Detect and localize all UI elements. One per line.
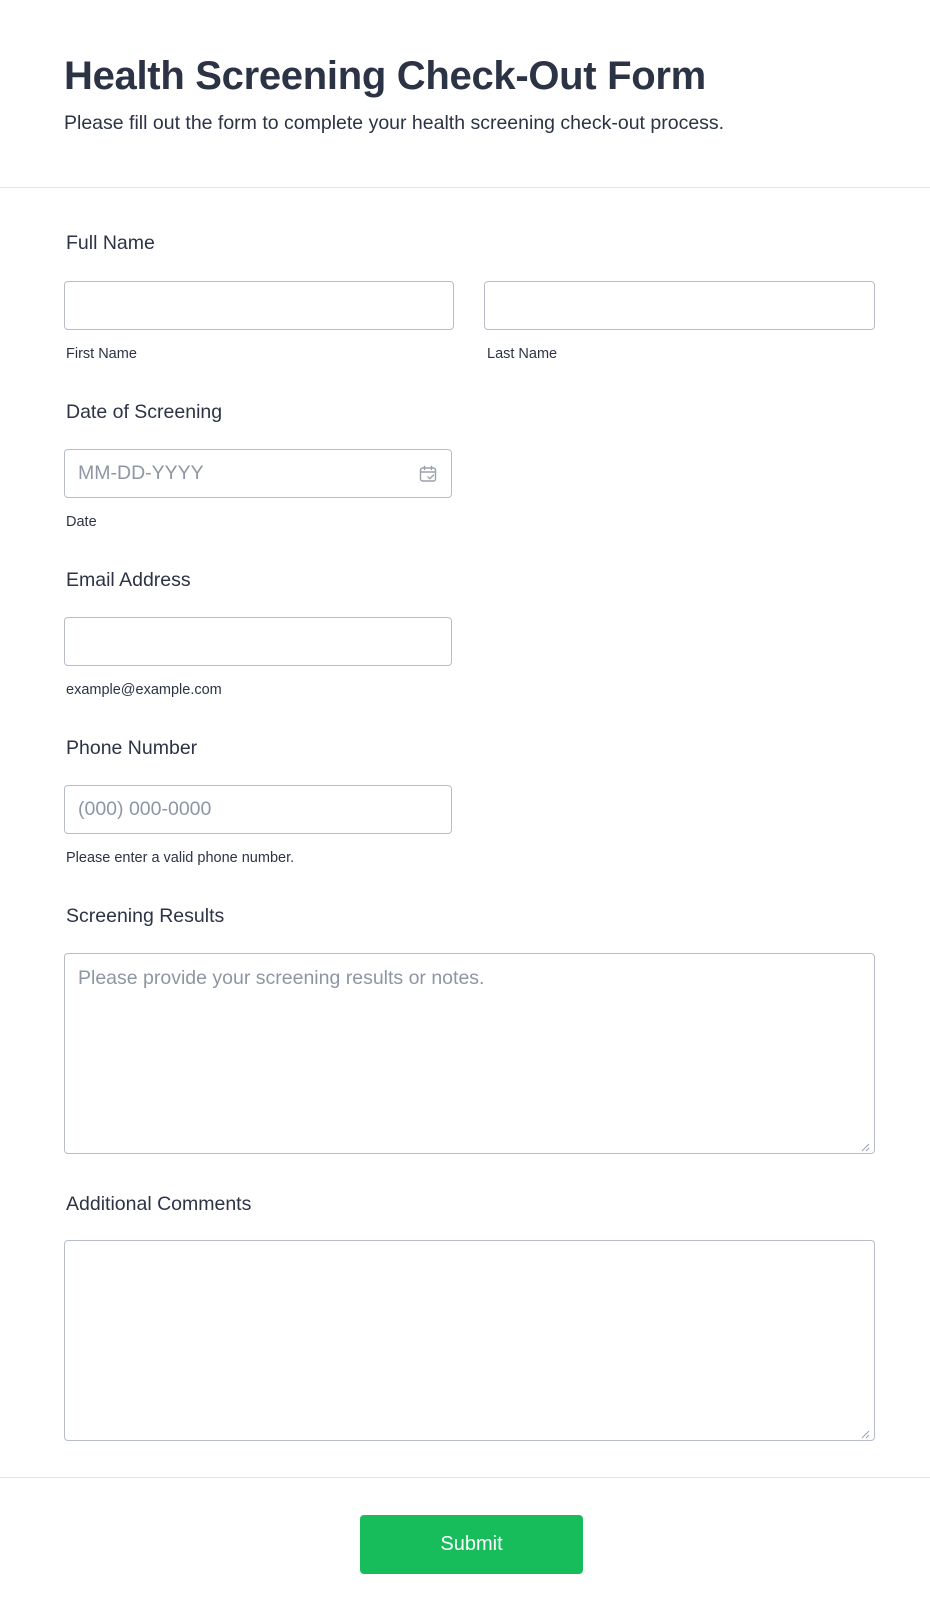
comments-label: Additional Comments — [66, 1193, 252, 1215]
first-name-sublabel: First Name — [66, 346, 137, 362]
calendar-icon[interactable] — [418, 464, 438, 484]
email-input[interactable] — [64, 617, 452, 666]
date-label: Date of Screening — [66, 401, 223, 423]
full-name-label: Full Name — [66, 232, 155, 254]
last-name-sublabel: Last Name — [487, 346, 558, 362]
comments-textarea[interactable] — [64, 1240, 875, 1441]
date-input[interactable] — [64, 449, 452, 498]
form-header — [0, 0, 930, 188]
date-sublabel: Date — [66, 514, 97, 530]
first-name-input[interactable] — [64, 281, 454, 330]
results-textarea[interactable] — [64, 953, 875, 1154]
form-title: Health Screening Check-Out Form — [64, 54, 706, 98]
resize-grip-icon[interactable] — [860, 1139, 870, 1149]
form-footer — [0, 1477, 930, 1620]
resize-grip-icon[interactable] — [860, 1426, 870, 1436]
phone-sublabel: Please enter a valid phone number. — [66, 850, 295, 866]
phone-input[interactable] — [64, 785, 452, 834]
email-label: Email Address — [66, 569, 191, 591]
phone-label: Phone Number — [66, 737, 198, 759]
email-sublabel: example@example.com — [66, 682, 222, 698]
last-name-input[interactable] — [484, 281, 875, 330]
results-label: Screening Results — [66, 905, 225, 927]
form-subtitle: Please fill out the form to complete your health screening check-out process. — [64, 112, 725, 134]
submit-button[interactable]: Submit — [360, 1515, 583, 1574]
